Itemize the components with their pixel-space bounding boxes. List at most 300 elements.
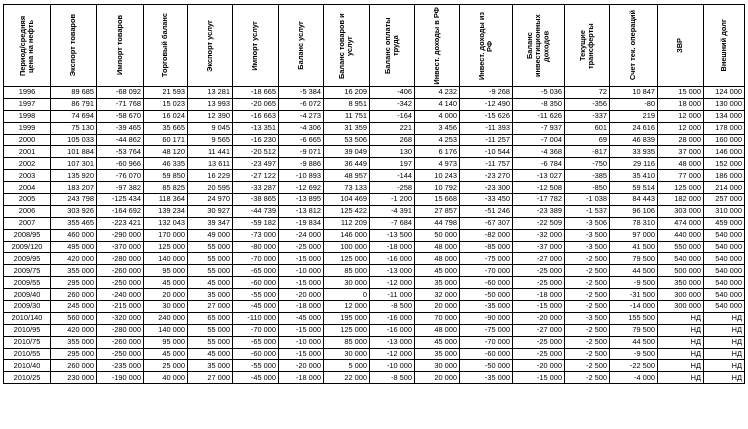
value-cell: 13 281	[188, 87, 233, 99]
value-cell: -70 000	[233, 324, 279, 336]
value-cell: 178 000	[704, 122, 745, 134]
value-cell: -60 000	[233, 348, 279, 360]
value-cell: 105 033	[51, 134, 97, 146]
value-cell: 15 000	[658, 87, 704, 99]
value-cell: 124 000	[704, 87, 745, 99]
column-header	[51, 5, 97, 87]
value-cell: 4 253	[415, 134, 460, 146]
value-cell: 59 514	[610, 182, 658, 194]
value-cell: 44 500	[610, 265, 658, 277]
period-cell: 2000	[4, 134, 51, 146]
value-cell: -37 000	[513, 241, 565, 253]
value-cell: -25 000	[513, 277, 565, 289]
value-cell: -50 000	[460, 289, 513, 301]
value-cell: -3 500	[565, 241, 610, 253]
value-cell: 69	[565, 134, 610, 146]
period-cell: 1997	[4, 98, 51, 110]
value-cell: -70 000	[460, 336, 513, 348]
value-cell: 50 000	[415, 229, 460, 241]
value-cell: -23 497	[233, 158, 279, 170]
value-cell: -290 000	[97, 229, 144, 241]
value-cell: -25 000	[279, 241, 324, 253]
column-header-label: Инвест. доходы из РФ	[476, 11, 494, 80]
value-cell: 140 000	[144, 253, 188, 265]
value-cell: -9 071	[279, 146, 324, 158]
value-cell: -39 465	[97, 122, 144, 134]
value-cell: 48 957	[324, 170, 370, 182]
value-cell: -18 000	[370, 241, 415, 253]
value-cell: 146 000	[324, 229, 370, 241]
value-cell: -11 257	[460, 134, 513, 146]
value-cell: 9 565	[188, 134, 233, 146]
value-cell: НД	[658, 324, 704, 336]
value-cell: 45 000	[144, 277, 188, 289]
value-cell: -5 036	[513, 87, 565, 99]
value-cell: 303 000	[658, 205, 704, 217]
value-cell: 132 043	[144, 217, 188, 229]
value-cell: -750	[565, 158, 610, 170]
column-header	[233, 5, 279, 87]
column-header-label: Экспорт услуг	[204, 19, 214, 72]
value-cell: 295 000	[51, 277, 97, 289]
value-cell: 36 449	[324, 158, 370, 170]
value-cell: 155 500	[610, 312, 658, 324]
value-cell: 112 209	[324, 217, 370, 229]
value-cell: 30 000	[324, 348, 370, 360]
value-cell: 4 140	[415, 98, 460, 110]
value-cell: 182 000	[658, 194, 704, 206]
value-cell: 22 000	[324, 372, 370, 384]
value-cell: -51 246	[460, 205, 513, 217]
value-cell: 40 000	[144, 372, 188, 384]
value-cell: 73 133	[324, 182, 370, 194]
value-cell: -356	[565, 98, 610, 110]
value-cell: -16 230	[233, 134, 279, 146]
value-cell: 4 232	[415, 87, 460, 99]
value-cell: -70 000	[460, 265, 513, 277]
value-cell: -8 500	[370, 301, 415, 313]
value-cell: -14 000	[610, 301, 658, 313]
value-cell: -19 834	[279, 217, 324, 229]
value-cell: 245 000	[51, 301, 97, 313]
column-header	[658, 5, 704, 87]
value-cell: -75 000	[460, 253, 513, 265]
table-row	[4, 87, 745, 99]
value-cell: 16 209	[324, 87, 370, 99]
value-cell: -20 512	[233, 146, 279, 158]
value-cell: -16 000	[370, 312, 415, 324]
value-cell: -17 782	[513, 194, 565, 206]
value-cell: 48 000	[415, 253, 460, 265]
value-cell: -85 000	[460, 241, 513, 253]
value-cell: -80	[610, 98, 658, 110]
value-cell: -27 122	[233, 170, 279, 182]
value-cell: 10 243	[415, 170, 460, 182]
value-cell: -53 764	[97, 146, 144, 158]
column-header	[370, 5, 415, 87]
value-cell: 260 000	[51, 360, 97, 372]
column-header-label: Импорт услуг	[250, 20, 260, 71]
value-cell: -5 384	[279, 87, 324, 99]
value-cell: 550 000	[658, 241, 704, 253]
value-cell: -16 663	[233, 110, 279, 122]
value-cell: 84 443	[610, 194, 658, 206]
value-cell: 130	[370, 146, 415, 158]
value-cell: 35 000	[415, 277, 460, 289]
table-row	[4, 170, 745, 182]
value-cell: -370 000	[97, 241, 144, 253]
value-cell: -10 000	[279, 336, 324, 348]
value-cell: 46 335	[144, 158, 188, 170]
value-cell: -3 500	[565, 312, 610, 324]
period-cell: 2005	[4, 194, 51, 206]
value-cell: 20 000	[415, 301, 460, 313]
value-cell: -13 812	[279, 205, 324, 217]
period-cell: 2002	[4, 158, 51, 170]
value-cell: -2 500	[565, 348, 610, 360]
value-cell: 560 000	[51, 312, 97, 324]
value-cell: 146 000	[704, 146, 745, 158]
column-header	[97, 5, 144, 87]
value-cell: -342	[370, 98, 415, 110]
value-cell: 39 049	[324, 146, 370, 158]
value-cell: -11 393	[460, 122, 513, 134]
column-header-label: Инвест. доходы в РФ	[431, 6, 441, 85]
value-cell: -6 072	[279, 98, 324, 110]
period-cell: 1996	[4, 87, 51, 99]
table-row	[4, 348, 745, 360]
value-cell: 310 000	[704, 205, 745, 217]
value-cell: -33 287	[233, 182, 279, 194]
value-cell: 240 000	[144, 312, 188, 324]
value-cell: -4 273	[279, 110, 324, 122]
value-cell: -44 739	[233, 205, 279, 217]
column-header	[460, 5, 513, 87]
value-cell: 420 000	[51, 324, 97, 336]
table-header	[4, 5, 745, 87]
value-cell: 24 970	[188, 194, 233, 206]
value-cell: НД	[658, 348, 704, 360]
value-cell: 474 000	[658, 217, 704, 229]
table-row	[4, 182, 745, 194]
value-cell: 104 469	[324, 194, 370, 206]
table-row	[4, 98, 745, 110]
value-cell: -15 000	[279, 277, 324, 289]
table-row	[4, 301, 745, 313]
value-cell: -25 000	[513, 348, 565, 360]
period-cell: 2009/40	[4, 289, 51, 301]
value-cell: 97 000	[610, 229, 658, 241]
period-cell: 2007	[4, 217, 51, 229]
table-row	[4, 289, 745, 301]
value-cell: 77 000	[658, 170, 704, 182]
value-cell: 134 000	[704, 110, 745, 122]
value-cell: -18 000	[279, 372, 324, 384]
value-cell: -60 000	[460, 348, 513, 360]
value-cell: -125 434	[97, 194, 144, 206]
value-cell: 44 798	[415, 217, 460, 229]
value-cell: -55 000	[233, 360, 279, 372]
value-cell: 5 000	[324, 360, 370, 372]
value-cell: 355 465	[51, 217, 97, 229]
value-cell: 74 694	[51, 110, 97, 122]
value-cell: -80 000	[233, 241, 279, 253]
value-cell: 12 390	[188, 110, 233, 122]
value-cell: 78 310	[610, 217, 658, 229]
period-cell: 2006	[4, 205, 51, 217]
period-cell: 2009/75	[4, 265, 51, 277]
value-cell: -20 000	[513, 312, 565, 324]
value-cell: -1 537	[565, 205, 610, 217]
column-header	[324, 5, 370, 87]
value-cell: -11 626	[513, 110, 565, 122]
value-cell: -25 000	[513, 336, 565, 348]
value-cell: 55 000	[188, 324, 233, 336]
value-cell: 4 000	[415, 110, 460, 122]
value-cell: НД	[658, 312, 704, 324]
value-cell: 135 920	[51, 170, 97, 182]
value-cell: -320 000	[97, 312, 144, 324]
value-cell: НД	[704, 336, 745, 348]
value-cell: НД	[658, 372, 704, 384]
period-cell: 2009/95	[4, 253, 51, 265]
table-row	[4, 134, 745, 146]
value-cell: -406	[370, 87, 415, 99]
table-row	[4, 229, 745, 241]
value-cell: -23 270	[460, 170, 513, 182]
value-cell: 27 000	[188, 301, 233, 313]
value-cell: -385	[565, 170, 610, 182]
value-cell: 170 000	[144, 229, 188, 241]
value-cell: -15 000	[279, 253, 324, 265]
value-cell: 125 000	[324, 253, 370, 265]
value-cell: 48 000	[415, 241, 460, 253]
value-cell: 500 000	[658, 265, 704, 277]
value-cell: -23 300	[460, 182, 513, 194]
table-row	[4, 217, 745, 229]
value-cell: -11 757	[460, 158, 513, 170]
value-cell: НД	[704, 348, 745, 360]
period-cell: 2004	[4, 182, 51, 194]
value-cell: 186 000	[704, 170, 745, 182]
value-cell: -75 000	[460, 324, 513, 336]
value-cell: -223 421	[97, 217, 144, 229]
value-cell: -9 500	[610, 348, 658, 360]
value-cell: 440 000	[658, 229, 704, 241]
value-cell: 37 000	[658, 146, 704, 158]
value-cell: -164 692	[97, 205, 144, 217]
value-cell: 79 500	[610, 253, 658, 265]
value-cell: 101 884	[51, 146, 97, 158]
value-cell: 300 000	[658, 289, 704, 301]
value-cell: -280 000	[97, 324, 144, 336]
value-cell: 350 000	[658, 277, 704, 289]
value-cell: НД	[704, 324, 745, 336]
value-cell: -9 886	[279, 158, 324, 170]
value-cell: 48 120	[144, 146, 188, 158]
value-cell: 35 000	[188, 289, 233, 301]
value-cell: -20 000	[513, 360, 565, 372]
column-header	[4, 5, 51, 87]
value-cell: 540 000	[704, 253, 745, 265]
value-cell: 495 000	[51, 241, 97, 253]
value-cell: -20 065	[233, 98, 279, 110]
value-cell: 197	[370, 158, 415, 170]
value-cell: 20 000	[415, 372, 460, 384]
value-cell: 125 000	[658, 182, 704, 194]
column-header-label: Текущие трансферты	[577, 22, 595, 69]
value-cell: -82 000	[460, 229, 513, 241]
value-cell: -4 306	[279, 122, 324, 134]
value-cell: -4 368	[513, 146, 565, 158]
value-cell: -6 784	[513, 158, 565, 170]
value-cell: -2 500	[565, 289, 610, 301]
value-cell: 48 000	[415, 324, 460, 336]
value-cell: 243 798	[51, 194, 97, 206]
value-cell: -10 000	[370, 360, 415, 372]
column-header	[704, 5, 745, 87]
value-cell: 130 000	[704, 98, 745, 110]
value-cell: -12 000	[370, 277, 415, 289]
value-cell: 15 023	[144, 98, 188, 110]
value-cell: 125 000	[144, 241, 188, 253]
table-row	[4, 194, 745, 206]
value-cell: -38 865	[233, 194, 279, 206]
value-cell: -13 000	[370, 336, 415, 348]
value-cell: -850	[565, 182, 610, 194]
value-cell: 100 000	[324, 241, 370, 253]
period-cell: 1999	[4, 122, 51, 134]
value-cell: 540 000	[704, 265, 745, 277]
column-header-label: Баланс услуг	[295, 21, 305, 70]
value-cell: 13 993	[188, 98, 233, 110]
value-cell: -2 500	[565, 277, 610, 289]
value-cell: НД	[704, 312, 745, 324]
value-cell: -12 490	[460, 98, 513, 110]
value-cell: 125 422	[324, 205, 370, 217]
value-cell: -15 000	[513, 301, 565, 313]
value-cell: -7 937	[513, 122, 565, 134]
value-cell: -60 000	[460, 277, 513, 289]
value-cell: 85 825	[144, 182, 188, 194]
value-cell: 59 850	[144, 170, 188, 182]
column-header	[415, 5, 460, 87]
column-header	[188, 5, 233, 87]
value-cell: -11 000	[370, 289, 415, 301]
value-cell: -55 000	[233, 289, 279, 301]
value-cell: -3 500	[565, 229, 610, 241]
value-cell: -15 626	[460, 110, 513, 122]
value-cell: -70 000	[233, 253, 279, 265]
value-cell: 35 000	[415, 348, 460, 360]
value-cell: 540 000	[704, 289, 745, 301]
value-cell: -1 038	[565, 194, 610, 206]
value-cell: -250 000	[97, 277, 144, 289]
value-cell: 85 000	[324, 336, 370, 348]
value-cell: 3 456	[415, 122, 460, 134]
value-cell: 214 000	[704, 182, 745, 194]
value-cell: -12 692	[279, 182, 324, 194]
value-cell: -2 500	[565, 360, 610, 372]
value-cell: -235 000	[97, 360, 144, 372]
value-cell: НД	[658, 336, 704, 348]
value-cell: 11 751	[324, 110, 370, 122]
value-cell: -24 000	[279, 229, 324, 241]
value-cell: 95 000	[144, 336, 188, 348]
table-row	[4, 241, 745, 253]
value-cell: 12 000	[324, 301, 370, 313]
column-header	[144, 5, 188, 87]
table-row	[4, 205, 745, 217]
table-container	[3, 4, 745, 384]
value-cell: -6 665	[279, 134, 324, 146]
column-header-label: Экспорт товаров	[68, 14, 78, 77]
value-cell: -15 000	[279, 324, 324, 336]
value-cell: 260 000	[51, 289, 97, 301]
value-cell: 12 000	[658, 122, 704, 134]
value-cell: 27 857	[415, 205, 460, 217]
value-cell: 8 951	[324, 98, 370, 110]
value-cell: -2 500	[565, 301, 610, 313]
value-cell: -4 391	[370, 205, 415, 217]
value-cell: 30 000	[415, 360, 460, 372]
value-cell: 459 000	[704, 217, 745, 229]
table-row	[4, 265, 745, 277]
value-cell: 540 000	[658, 253, 704, 265]
value-cell: -144	[370, 170, 415, 182]
value-cell: 4 973	[415, 158, 460, 170]
column-header-label: Внешний долг	[718, 19, 728, 72]
value-cell: -9 500	[610, 277, 658, 289]
value-cell: -60 966	[97, 158, 144, 170]
column-header-label: Баланс инвестиционных доходов	[525, 14, 551, 77]
value-cell: -32 000	[513, 229, 565, 241]
value-cell: -13 895	[279, 194, 324, 206]
value-cell: -2 500	[565, 336, 610, 348]
column-header-label: Торговый баланс	[160, 13, 170, 78]
table-row	[4, 312, 745, 324]
value-cell: 45 000	[188, 277, 233, 289]
value-cell: -18 665	[233, 87, 279, 99]
value-cell: -16 000	[370, 324, 415, 336]
value-cell: -7 004	[513, 134, 565, 146]
value-cell: -65 000	[233, 336, 279, 348]
value-cell: -1 200	[370, 194, 415, 206]
value-cell: -35 000	[460, 301, 513, 313]
table-row	[4, 110, 745, 122]
value-cell: 28 000	[658, 134, 704, 146]
value-cell: 295 000	[51, 348, 97, 360]
value-cell: -240 000	[97, 289, 144, 301]
table-row	[4, 372, 745, 384]
value-cell: 303 926	[51, 205, 97, 217]
value-cell: 45 000	[144, 348, 188, 360]
value-cell: 13 611	[188, 158, 233, 170]
value-cell: 29 116	[610, 158, 658, 170]
value-cell: 85 000	[324, 265, 370, 277]
value-cell: -8 500	[370, 372, 415, 384]
value-cell: -280 000	[97, 253, 144, 265]
value-cell: -23 389	[513, 205, 565, 217]
value-cell: 95 000	[144, 265, 188, 277]
value-cell: -9 268	[460, 87, 513, 99]
table-row	[4, 324, 745, 336]
value-cell: -260 000	[97, 336, 144, 348]
value-cell: 221	[370, 122, 415, 134]
value-cell: 27 000	[188, 372, 233, 384]
value-cell: 10 792	[415, 182, 460, 194]
value-cell: 70 000	[415, 312, 460, 324]
